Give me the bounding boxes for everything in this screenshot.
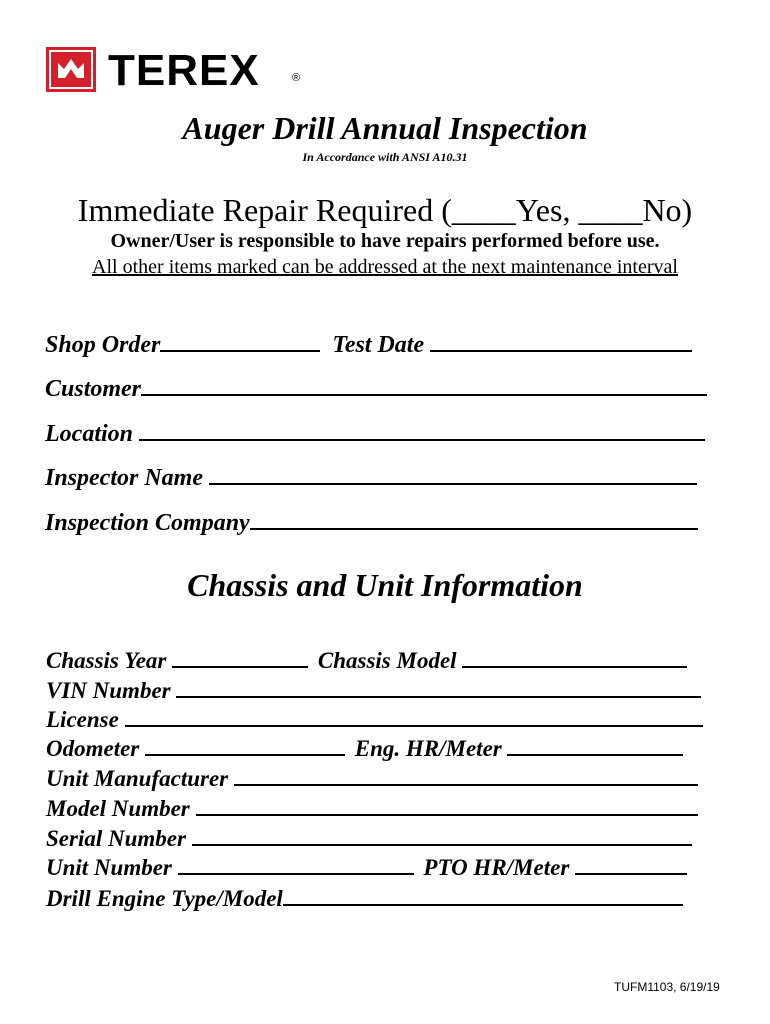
inspection-company-field[interactable] [250,506,698,530]
inspection-company-row [45,506,698,538]
chassis-year-row [46,646,687,675]
chassis-model-field[interactable] [462,646,687,668]
shop-order-field[interactable] [160,328,320,352]
location-label: Location [45,421,133,447]
drill-engine-label: Drill Engine Type/Model [46,886,283,911]
serial-number-field[interactable] [192,824,692,846]
license-field[interactable] [125,705,703,727]
form-title: Auger Drill Annual Inspection [182,110,588,146]
inspector-name-field[interactable] [209,461,697,485]
chassis-model-label: Chassis Model [317,648,457,673]
location-field[interactable] [139,417,705,441]
unit-manufacturer-label: Unit Manufacturer [46,766,229,791]
model-number-row [46,794,698,823]
owner-responsibility-note: Owner/User is responsible to have repairs performed before use. [110,230,660,252]
vin-number-row [46,676,701,705]
odometer-field[interactable] [145,734,345,756]
license-row [46,705,703,734]
vin-number-label: VIN Number [46,678,171,703]
chassis-year-field[interactable] [172,646,308,668]
unit-number-field[interactable] [178,853,414,875]
unit-manufacturer-row [46,764,698,793]
shop-order-label: Shop Order [45,332,161,358]
test-date-field[interactable] [430,328,692,352]
customer-label: Customer [45,376,142,402]
drill-engine-field[interactable] [283,884,683,906]
customer-row [45,372,707,404]
test-date-label: Test Date [332,332,425,358]
pto-hr-meter-label: PTO HR/Meter [423,855,570,880]
pto-hr-meter-field[interactable] [575,853,687,875]
license-label: License [46,707,119,732]
unit-number-row [46,853,687,882]
brand-wordmark: TEREX [108,46,260,95]
inspection-company-label: Inspection Company [45,510,250,536]
unit-manufacturer-field[interactable] [234,764,698,786]
model-number-label: Model Number [46,796,190,821]
repair-required-line: Immediate Repair Required (____Yes, ____No) [77,192,693,228]
registered-mark: ® [292,72,301,84]
model-number-field[interactable] [196,794,698,816]
location-row [45,417,705,449]
drill-engine-row [46,884,683,913]
eng-hr-meter-label: Eng. HR/Meter [354,736,502,761]
form-subtitle: In Accordance with ANSI A10.31 [302,150,468,164]
eng-hr-meter-field[interactable] [507,734,683,756]
chassis-section-heading: Chassis and Unit Information [187,567,583,603]
serial-number-row [46,824,692,853]
vin-number-field[interactable] [176,676,701,698]
chassis-year-label: Chassis Year [46,648,167,673]
maintenance-interval-note: All other items marked can be addressed at the next maintenance interval [92,256,678,278]
odometer-label: Odometer [46,736,140,761]
inspector-name-row [45,461,697,493]
customer-field[interactable] [141,372,707,396]
shop-order-row [45,328,692,360]
serial-number-label: Serial Number [46,826,186,851]
odometer-row [46,734,683,763]
crown-logo-icon [46,47,96,92]
inspector-name-label: Inspector Name [45,465,203,491]
form-id-footer: TUFM1103, 6/19/19 [614,980,720,994]
unit-number-label: Unit Number [46,855,172,880]
